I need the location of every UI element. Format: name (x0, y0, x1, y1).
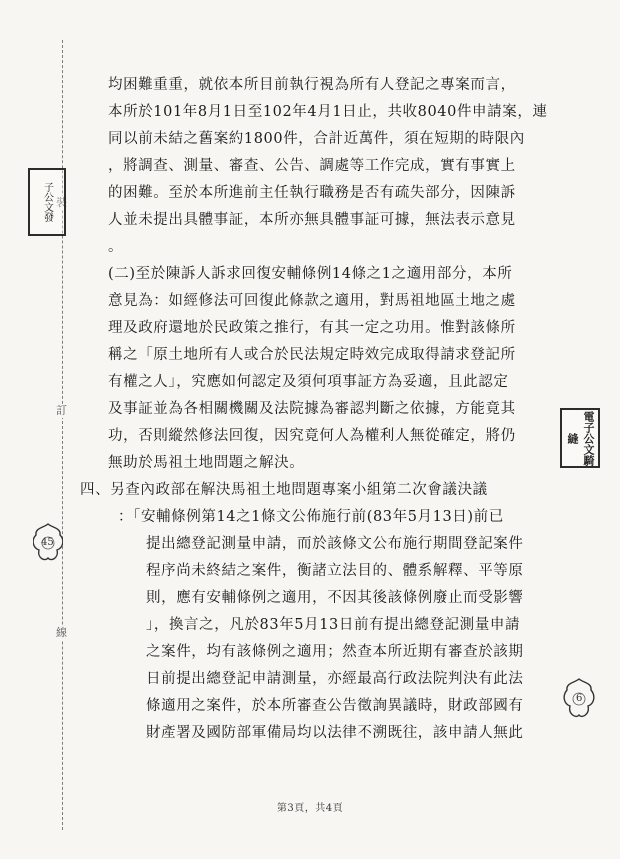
body-line: 意見為：如經修法可回復此條款之適用，對馬祖地區土地之處 (108, 293, 516, 309)
body-line: ，將調查、測量、審查、公告、調處等工作完成，實有事實上 (108, 158, 516, 174)
body-line: 的困難。至於本所進前主任執行職務是否有疏失部分，因陳訴 (108, 185, 516, 201)
body-line: 理及政府還地於民政策之推行，有其一定之功用。惟對該條所 (108, 320, 516, 336)
body-line: 提出總登記測量申請，而於該條文公布施行期間登記案件 (146, 536, 524, 552)
body-line: 人並未提出具體事証，本所亦無具體事証可據，無法表示意見 (108, 212, 516, 228)
flower-stamp-left-icon (33, 522, 63, 568)
binding-mark-middle: 訂 (56, 404, 67, 417)
electronic-document-seal-left: 子公文發 (28, 168, 66, 236)
body-line: 日前提出總登記申請測量，亦經最高行政法院判決有此法 (146, 671, 524, 687)
binding-mark-bottom: 線 (56, 626, 67, 639)
body-line: 均困難重重，就依本所目前執行視為所有人登記之專案而言， (108, 77, 516, 93)
body-line: 財產署及國防部軍備局均以法律不溯既往，該申請人無此 (146, 725, 524, 741)
body-line: 」，換言之，凡於83年5月13日前有提出總登記測量申請 (146, 617, 521, 633)
body-line: 同以前未結之舊案約1800件，合計近萬件，須在短期的時限內 (108, 131, 525, 147)
section-heading-line: (二)至於陳訴人訴求回復安輔條例14條之1之適用部分，本所 (108, 266, 513, 282)
body-line: 有權之人」，究應如何認定及須何項事証方為妥適，且此認定 (108, 374, 509, 390)
flower-stamp-right-icon (563, 677, 595, 725)
binding-mark-top: 裝 (56, 196, 67, 209)
body-line: 之案件，均有該條例之適用；然查本所近期有審查於該期 (146, 644, 524, 660)
page-footer: 第3頁，共4頁 (276, 803, 344, 814)
document-body (80, 72, 560, 747)
body-line: 則，應有安輔條例之適用，不因其後該條例廢止而受影響 (146, 590, 524, 606)
electronic-document-seal-right: 電子公文騎縫 (560, 408, 600, 468)
body-line: 條適用之案件，於本所審查公告徵詢異議時，財政部國有 (146, 698, 524, 714)
body-line: 稱之「原土地所有人或合於民法規定時效完成取得請求登記所 (108, 347, 516, 363)
body-line: 程序尚未終結之案件，衡諸立法目的、體系解釋、平等原 (146, 563, 524, 579)
stamp-number-left: 45 (41, 537, 54, 548)
body-line: 本所於101年8月1日至102年4月1日止，共收8040件申請案，連 (108, 104, 548, 120)
item-heading-line: 四、另查內政部在解決馬祖土地問題專案小組第二次會議決議 (80, 482, 488, 498)
body-line: ：「安輔條例第14之1條文公佈施行前(83年5月13日)前已 (118, 509, 504, 525)
body-line: 功，否則縱然修法回復，因究竟何人為權利人無從確定，將仍 (108, 428, 516, 444)
stamp-number-right: 6 (576, 693, 583, 704)
body-line: 及事証並為各相關機關及法院據為審認判斷之依據，方能竟其 (108, 401, 516, 417)
body-line: 無助於馬祖土地問題之解決。 (108, 455, 305, 471)
body-line: 。 (108, 239, 124, 255)
binding-margin-line (62, 40, 63, 830)
